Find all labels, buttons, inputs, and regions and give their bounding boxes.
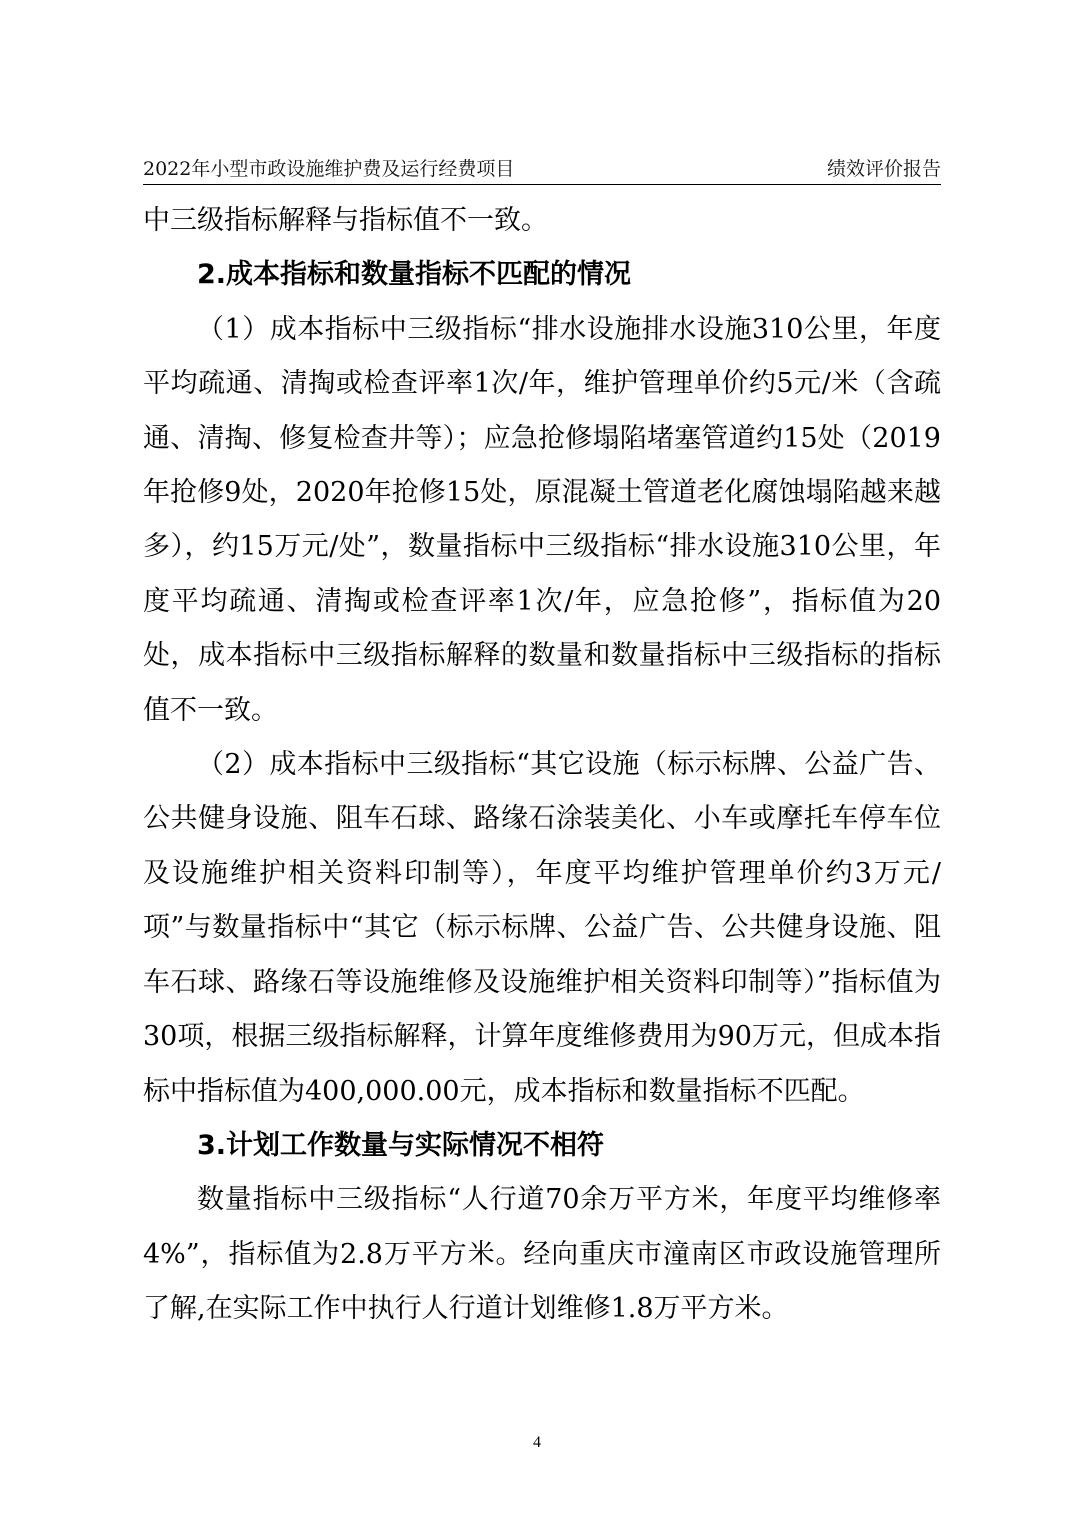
page-number: 4 [533, 1434, 541, 1451]
header-project-title: 2022年小型市政设施维护费及运行经费项目 [143, 158, 515, 180]
paragraph-quantity: 数量指标中三级指标“人行道70余万平方米，年度平均维修率4%”，指标值为2.8万平方米。经向重庆市潼南区市政设施管理所了解,在实际工作中执行人行道计划维修1.8万平方米。 [143, 1184, 941, 1325]
document-body [143, 194, 941, 1337]
section-heading-2: 2.成本指标和数量指标不匹配的情况 [197, 259, 632, 291]
paragraph-item-2: （2）成本指标中三级指标“其它设施（标示标牌、公益广告、公共健身设施、阻车石球、路缘石涂装美化、小车或摩托车停车位及设施维护相关资料印制等），年度平均维护管理单价约3万元/项”与数量指标中“其它（标示标牌、公益广告、公共健身设施、阻车石球、路缘石等设施维修及设施维护相关资料印制等）”指标值为30项，根据三级指标解释，计算年度维修费用为90万元，但成本指标中指标值为400,000.00元，成本指标和数量指标不匹配。 [143, 749, 941, 1107]
header-report-title: 绩效评价报告 [826, 158, 941, 180]
section-heading-3: 3.计划工作数量与实际情况不相符 [197, 1129, 605, 1161]
paragraph-continuation: 中三级指标解释与指标值不一致。 [143, 205, 548, 236]
paragraph-item-1: （1）成本指标中三级指标“排水设施排水设施310公里，年度平均疏通、清掏或检查评率1次/年，维护管理单价约5元/米（含疏通、清掏、修复检查井等）；应急抢修塌陷堵塞管道约15处（2019年抢修9处，2020年抢修15处，原混凝土管道老化腐蚀塌陷越来越多），约15万元/处”，数量指标中三级指标“排水设施310公里，年度平均疏通、清掏或检查评率1次/年，应急抢修”，指标值为20处，成本指标中三级指标解释的数量和数量指标中三级指标的指标值不一致。 [143, 313, 941, 726]
page-header [143, 150, 941, 185]
